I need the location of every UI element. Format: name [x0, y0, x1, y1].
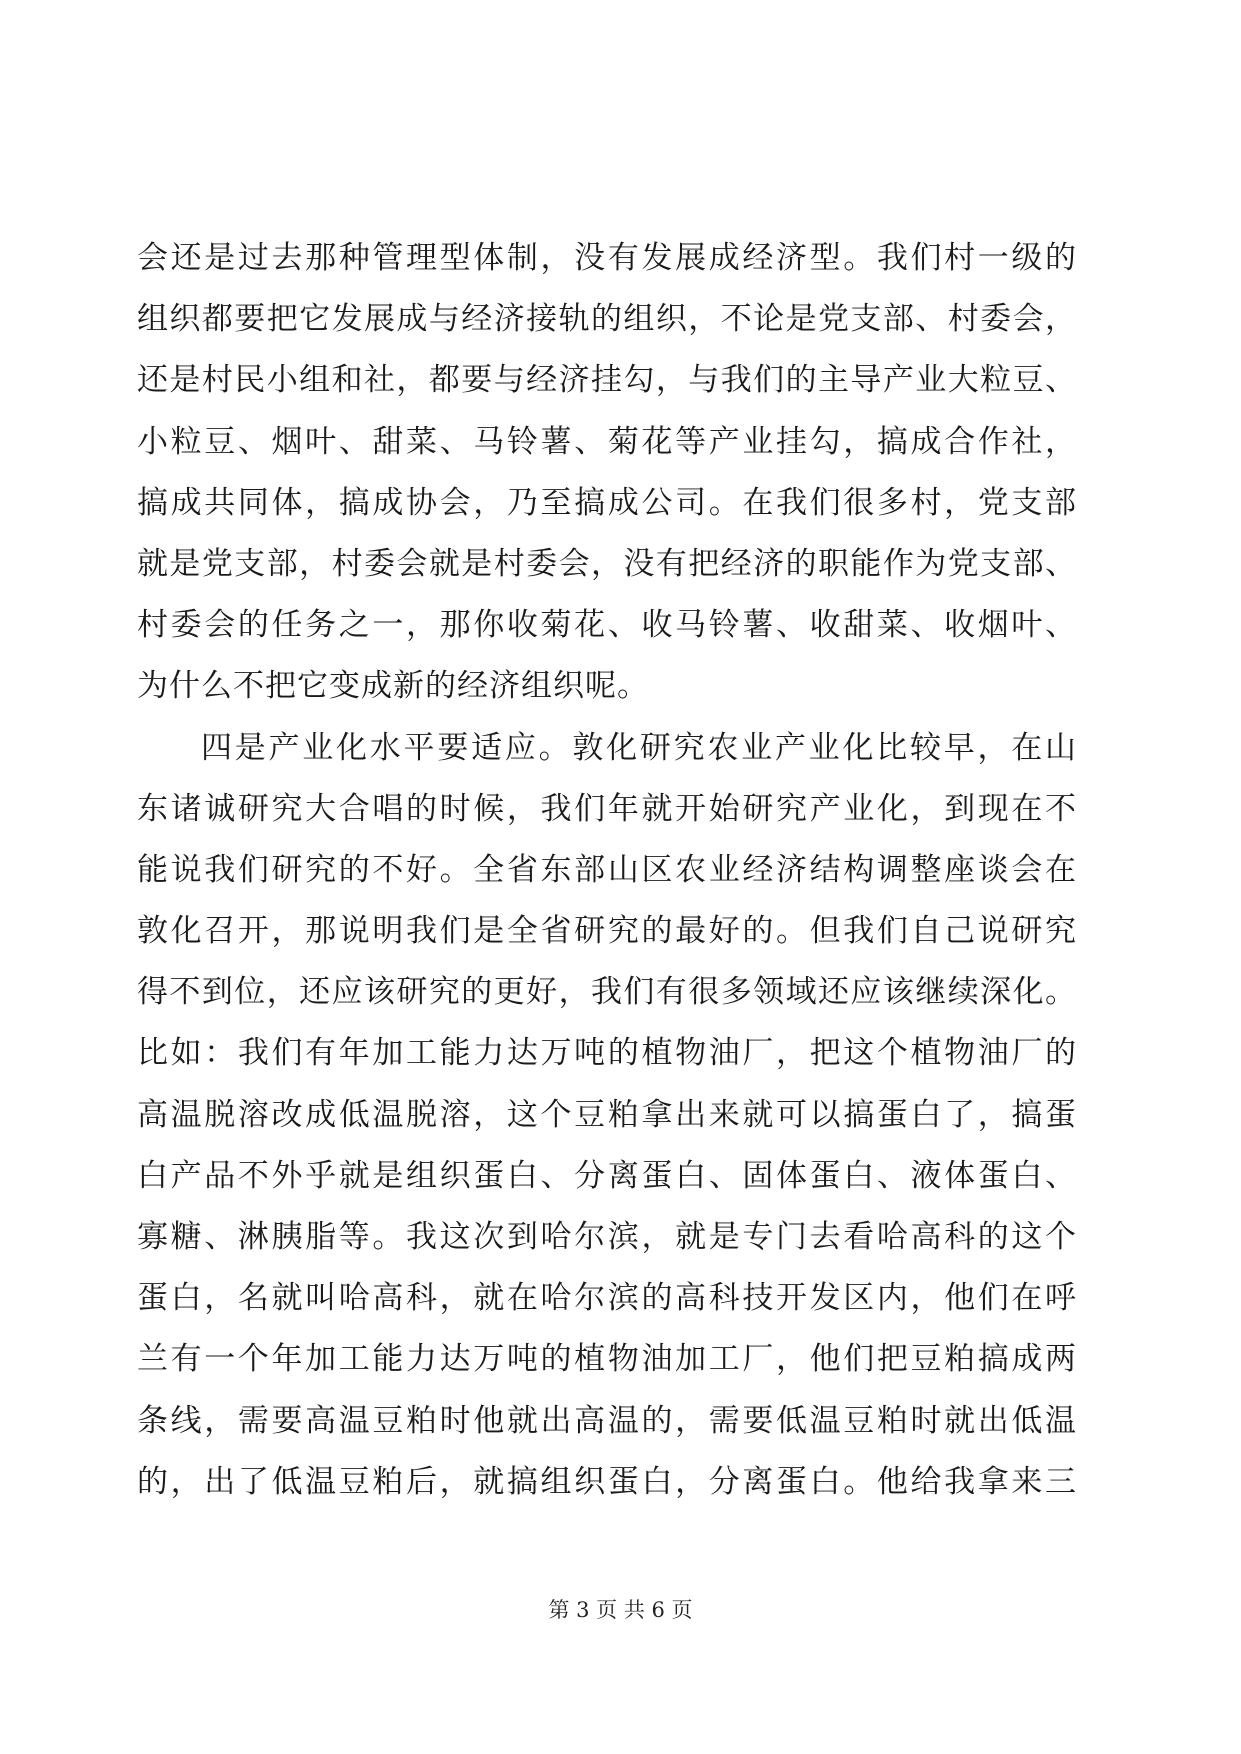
- text-line: 东诸诚研究大合唱的时候，我们年就开始研究产业化，到现在不: [137, 790, 1077, 827]
- text-line: 条线，需要高温豆粕时他就出高温的，需要低温豆粕时就出低温: [137, 1402, 1077, 1439]
- page-footer: [0, 1596, 1241, 1624]
- text-line: 组织都要把它发展成与经济接轨的组织，不论是党支部、村委会，: [137, 301, 1077, 338]
- text-line: 四是产业化水平要适应。敦化研究农业产业化比较早，在山: [201, 729, 1077, 766]
- body-text: [137, 228, 1077, 1513]
- text-line: 白产品不外乎就是组织蛋白、分离蛋白、固体蛋白、液体蛋白、: [137, 1157, 1077, 1194]
- text-line: 蛋白，名就叫哈高科，就在哈尔滨的高科技开发区内，他们在呼: [137, 1280, 1077, 1317]
- text-line: 会还是过去那种管理型体制，没有发展成经济型。我们村一级的: [137, 240, 1077, 276]
- text-line: 得不到位，还应该研究的更好，我们有很多领域还应该继续深化。: [137, 974, 1077, 1011]
- text-line: 的，出了低温豆粕后，就搞组织蛋白，分离蛋白。他给我拿来三: [137, 1463, 1077, 1500]
- text-line: 搞成共同体，搞成协会，乃至搞成公司。在我们很多村，党支部: [137, 484, 1077, 521]
- text-line: 高温脱溶改成低温脱溶，这个豆粕拿出来就可以搞蛋白了，搞蛋: [137, 1096, 1077, 1133]
- text-line: 就是党支部，村委会就是村委会，没有把经济的职能作为党支部、: [137, 545, 1077, 582]
- text-line: 能说我们研究的不好。全省东部山区农业经济结构调整座谈会在: [137, 851, 1077, 888]
- page-number: 第 3 页 共 6 页: [548, 1598, 693, 1622]
- text-line: 兰有一个年加工能力达万吨的植物油加工厂，他们把豆粕搞成两: [137, 1341, 1077, 1378]
- text-line: 比如：我们有年加工能力达万吨的植物油厂，把这个植物油厂的: [137, 1035, 1077, 1072]
- text-line: 村委会的任务之一，那你收菊花、收马铃薯、收甜菜、收烟叶、: [137, 607, 1077, 644]
- text-line: 还是村民小组和社，都要与经济挂勾，与我们的主导产业大粒豆、: [137, 362, 1077, 399]
- text-line: 为什么不把它变成新的经济组织呢。: [137, 668, 649, 705]
- text-line: 寡糖、淋胰脂等。我这次到哈尔滨，就是专门去看哈高科的这个: [137, 1219, 1077, 1255]
- text-line: 敦化召开，那说明我们是全省研究的最好的。但我们自己说研究: [137, 913, 1077, 950]
- text-line: 小粒豆、烟叶、甜菜、马铃薯、菊花等产业挂勾，搞成合作社，: [137, 423, 1077, 460]
